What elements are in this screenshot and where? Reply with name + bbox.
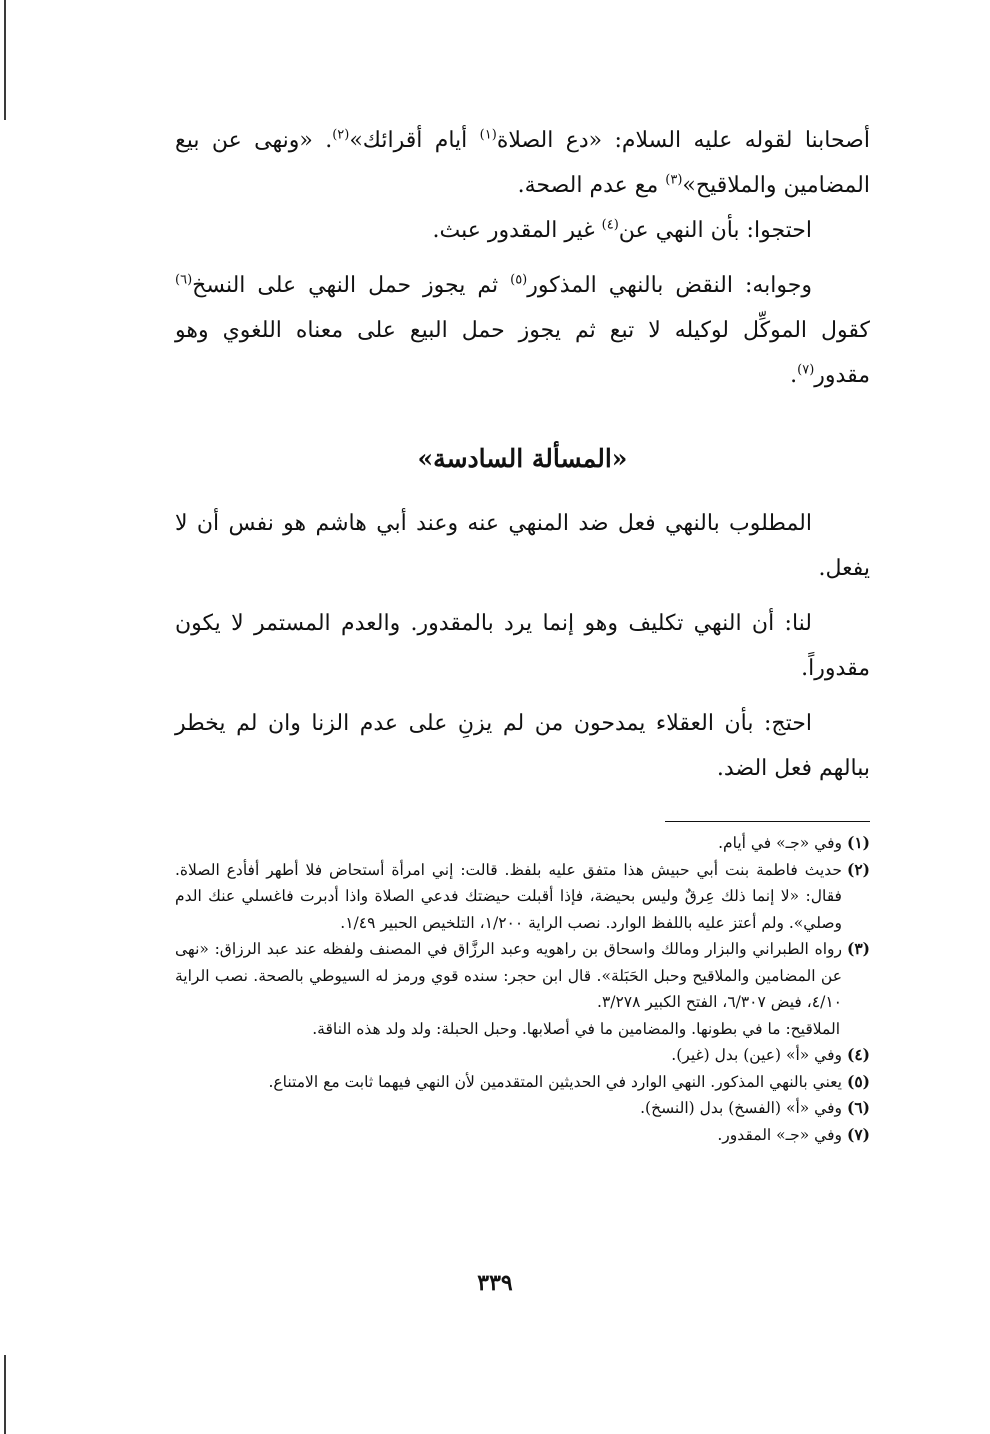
section-title: «المسألة السادسة» bbox=[417, 444, 628, 473]
footnote-ref[interactable]: (٤) bbox=[601, 217, 619, 233]
paragraph-6: احتج: بأن العقلاء يمدحون من لم يزنِ على عدم الزنا وان لم يخطر ببالهم فعل الضد. bbox=[175, 711, 870, 781]
footnote-ref[interactable]: (٢) bbox=[332, 127, 350, 143]
paragraph-1 bbox=[175, 118, 870, 208]
footnote-text: وفي «أ» (عين) بدل (غير). bbox=[671, 1046, 842, 1064]
footnote-number: (٣) bbox=[846, 939, 870, 958]
main-text bbox=[175, 118, 870, 791]
paragraph-3 bbox=[175, 263, 870, 398]
footnote-ref[interactable]: (٧) bbox=[797, 362, 815, 378]
footnote-ref[interactable]: (٣) bbox=[665, 172, 683, 188]
paragraph-5: لنا: أن النهي تكليف وهو إنما يرد بالمقدور. والعدم المستمر لا يكون مقدوراً. bbox=[175, 611, 870, 681]
text-run: ثم يجوز حمل النهي على النسخ bbox=[192, 273, 511, 298]
footnote-text: يعني بالنهي المذكور. النهي الوارد في الحديثين المتقدمين لأن النهي فيهما ثابت مع الامتناع. bbox=[268, 1072, 842, 1091]
page-number: ٣٣٩ bbox=[477, 1270, 513, 1296]
footnote-ref[interactable]: (٥) bbox=[510, 272, 528, 288]
footnote-text: وفي «أ» (الفسخ) بدل (النسخ). bbox=[640, 1099, 842, 1117]
footnote-number: (٥) bbox=[846, 1071, 870, 1091]
footnote-text: رواه الطبراني والبزار ومالك واسحاق بن راهويه وعبد الرزَّاق في المصنف ولفظه عند عبد الرزاق: «نهى عن المضامين والملاقيح وحبل الحَبَلة». قال ابن حجر: سنده قوي ورمز له السيوطي بالصحة. نصب الراية ٤/١٠، فيض ٦/٣٠٧، الفتح الكبير ٣/٢٧٨. bbox=[175, 940, 842, 1011]
footnote-text: حديث فاطمة بنت أبي حبيش هذا متفق عليه بلفظ. قالت: إني امرأة أستحاض فلا أطهر أفأدع الصلاة. فقال: «لا إنما ذلك عِرقٌ وليس بحيضة، فإذا أقبلت حيضتك فدعي الصلاة واذا أدبرت فاغسلي عنك الدم وصلي». ولم أعتز عليه باللفظ الوارد. نصب الراية ١/٢٠٠، التلخيص الحبير ١/٤٩. bbox=[175, 860, 842, 932]
footnote-item bbox=[175, 1042, 870, 1069]
paragraph-2 bbox=[175, 208, 870, 253]
footnote-item bbox=[175, 1069, 870, 1096]
footnote-number: (٧) bbox=[846, 1124, 870, 1144]
footnote-item bbox=[175, 830, 870, 857]
scan-edge-mark bbox=[4, 1355, 6, 1434]
text-run: أيام أقرائك» bbox=[349, 128, 480, 153]
paragraph-4: المطلوب بالنهي فعل ضد المنهي عنه وعند أبي هاشم هو نفس أن لا يفعل. bbox=[175, 511, 870, 581]
footnotes bbox=[175, 830, 870, 1148]
footnote-number: (١) bbox=[846, 833, 870, 852]
footnote-ref[interactable]: (٦) bbox=[175, 272, 193, 288]
footnote-continuation: الملاقيح: ما في بطونها. والمضامين ما في أصلابها. وحبل الحبلة: ولد ولد هذه الناقة. bbox=[312, 1019, 840, 1038]
footnote-text: وفي «جـ» في أيام. bbox=[718, 834, 842, 852]
book-page bbox=[175, 118, 870, 1148]
footnote-number: (٢) bbox=[846, 859, 870, 879]
text-run: . bbox=[790, 363, 798, 388]
text-run: كقول الموكِّل لوكيله لا تبع ثم يجوز حمل البيع على معناه اللغوي وهو مقدور bbox=[175, 318, 870, 388]
text-run: . «ونهى عن بيع المضامين والملاقيح» bbox=[175, 128, 870, 198]
footnote-text: وفي «جـ» المقدور. bbox=[717, 1125, 842, 1144]
footnote-separator bbox=[665, 821, 870, 822]
text-run: احتجوا: بأن النهي عن bbox=[618, 218, 812, 243]
footnote-ref[interactable]: (١) bbox=[479, 127, 497, 143]
footnote-number: (٤) bbox=[846, 1045, 870, 1064]
text-run: وجوابه: النقض بالنهي المذكور bbox=[527, 273, 812, 298]
footnote-item bbox=[175, 857, 870, 937]
footnote-item bbox=[175, 936, 870, 1016]
footnote-item bbox=[175, 1122, 870, 1149]
text-run: أصحابنا لقوله عليه السلام: «دع الصلاة bbox=[496, 128, 870, 153]
scan-edge-mark bbox=[4, 0, 6, 120]
text-run: مع عدم الصحة. bbox=[517, 173, 666, 198]
footnote-item bbox=[175, 1095, 870, 1122]
footnote-number: (٦) bbox=[846, 1098, 870, 1117]
text-run: غير المقدور عبث. bbox=[432, 218, 602, 243]
